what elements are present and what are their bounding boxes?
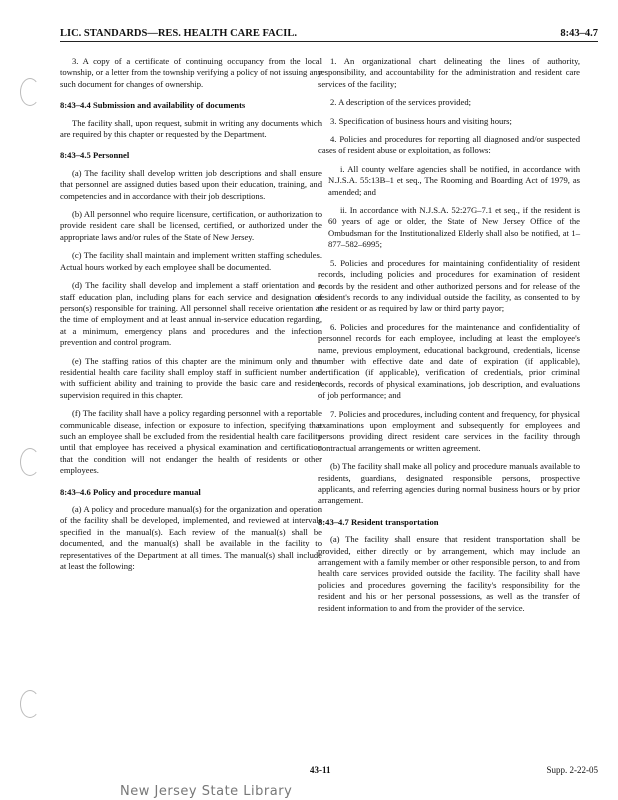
header-section: 8:43–4.7	[560, 28, 598, 39]
section-heading: 8:43–4.6 Policy and procedure manual	[60, 486, 201, 497]
paragraph: (d) The facility shall develop and implement a staff orientation and a staff education plan, including plans for each service and designation of person(s) responsible for training. All personnel shall receive orientation at the time of employment and at least annual in-service education regarding, at a minimum, emergency plans and procedures and the infection prevention and control program.	[60, 280, 322, 348]
right-column	[318, 56, 580, 621]
paragraph: (b) All personnel who require licensure, certification, or authorization to provide resident care shall be licensed, certified, or authorized under the appropriate laws and/or rules of the State of New Jersey.	[60, 209, 322, 242]
section-heading: 8:43–4.4 Submission and availability of documents	[60, 100, 246, 111]
paragraph: The facility shall, upon request, submit in writing any documents which are required by this chapter or requested by the Department.	[60, 117, 322, 140]
running-header	[60, 28, 598, 42]
section-heading: 8:43–4.5 Personnel	[60, 150, 130, 161]
paragraph: (a) The facility shall ensure that resident transportation shall be provided, either directly or by arrangement, which may include an arrangement with a family member or other responsible person, to and from health care services provided outside the facility. The facility shall have policies and procedures governing the facility's responsibility for the resident and his or her personal possessions, as well as the transfer of resident information to and from the provider of the service.	[318, 534, 580, 613]
list-item: 1. An organizational chart delineating the lines of authority, responsibility, and accountability for the administration and resident care services of the facility;	[318, 56, 580, 89]
punch-hole-mark	[20, 448, 40, 476]
list-item: 3. Specification of business hours and visiting hours;	[330, 115, 512, 126]
list-item: 5. Policies and procedures for maintaining confidentiality of resident records, including policies and procedures for examination of resident records by the resident and other authorized persons and for release of the resident's records to any individual outside the facility, as consented to by the resident or as required by law or third party payor;	[318, 257, 580, 314]
paragraph: (f) The facility shall have a policy regarding personnel with a reportable communicable disease, infection or exposure to infection, specifying that such an employee shall be excluded from the residential health care facility until that employee has received a physical examination and certification that the condition will not endanger the health of residents or other employees.	[60, 408, 322, 476]
list-item: 2. A description of the services provided;	[330, 97, 472, 108]
paragraph: 3. A copy of a certificate of continuing occupancy from the local township, or a letter from the township verifying a policy of not issuing any such document for changes of ownership.	[60, 56, 322, 89]
punch-hole-mark	[20, 690, 40, 718]
paragraph: (c) The facility shall maintain and implement written staffing schedules. Actual hours worked by each employee shall be documented.	[60, 250, 322, 272]
supplement-date: Supp. 2-22-05	[546, 765, 598, 775]
section-heading: 8:43–4.7 Resident transportation	[318, 516, 439, 527]
page-number: 43-11	[310, 765, 331, 775]
sub-list-item: i. All county welfare agencies shall be notified, in accordance with N.J.S.A. 55:13B–1 et seq., The Rooming and Boarding Act of 1979, as amended; and	[328, 163, 580, 197]
list-item: 7. Policies and procedures, including content and frequency, for physical examinations upon employment and subsequently for employees and persons providing direct resident care services in the facility through contractual arrangements or written agreement.	[318, 408, 581, 453]
list-item: 4. Policies and procedures for reporting all diagnosed and/or suspected cases of resident abuse or exploitation, as follows:	[318, 134, 580, 156]
paragraph: (a) The facility shall develop written job descriptions and shall ensure that personnel are assigned duties based upon their education, training, and competencies and in accordance with their job descriptions.	[60, 167, 322, 201]
header-title: LIC. STANDARDS—RES. HEALTH CARE FACIL.	[60, 28, 297, 39]
sub-list-item: ii. In accordance with N.J.S.A. 52:27G–7.1 et seq., if the resident is 60 years of age or older, the State of New Jersey Office of the Ombudsman for the Institutionalized Elderly shall also be notified, at 1–877–582–6995;	[328, 205, 580, 250]
left-column	[60, 56, 322, 579]
paragraph: (a) A policy and procedure manual(s) for the organization and operation of the facility shall be developed, implemented, and reviewed at intervals specified in the manual(s). Each review of the manual(s) shall be documented, and the manual(s) shall be available in the facility to representatives of the Department at all times. The manual(s) shall include at least the following:	[60, 504, 322, 572]
list-item: 6. Policies and procedures for the maintenance and confidentiality of personnel records for each employee, including at least the employee's name, previous employment, educational background, credentials, license number with effective date and date of expiration (if applicable), certification (if applicable), verification of credentials, prior criminal records, records of physical examinations, job description, and evaluations of job performance; and	[318, 321, 580, 401]
punch-hole-mark	[20, 78, 40, 106]
paragraph: (e) The staffing ratios of this chapter are the minimum only and the residential health care facility shall employ staff in sufficient number and with sufficient ability and training to provide the basic care and resident supervision required in this chapter.	[60, 355, 322, 400]
paragraph: (b) The facility shall make all policy and procedure manuals available to residents, guardians, designated responsible persons, prospective applicants, and referring agencies during normal business hours or by prior arrangement.	[318, 461, 580, 506]
library-stamp: New Jersey State Library	[120, 784, 293, 799]
